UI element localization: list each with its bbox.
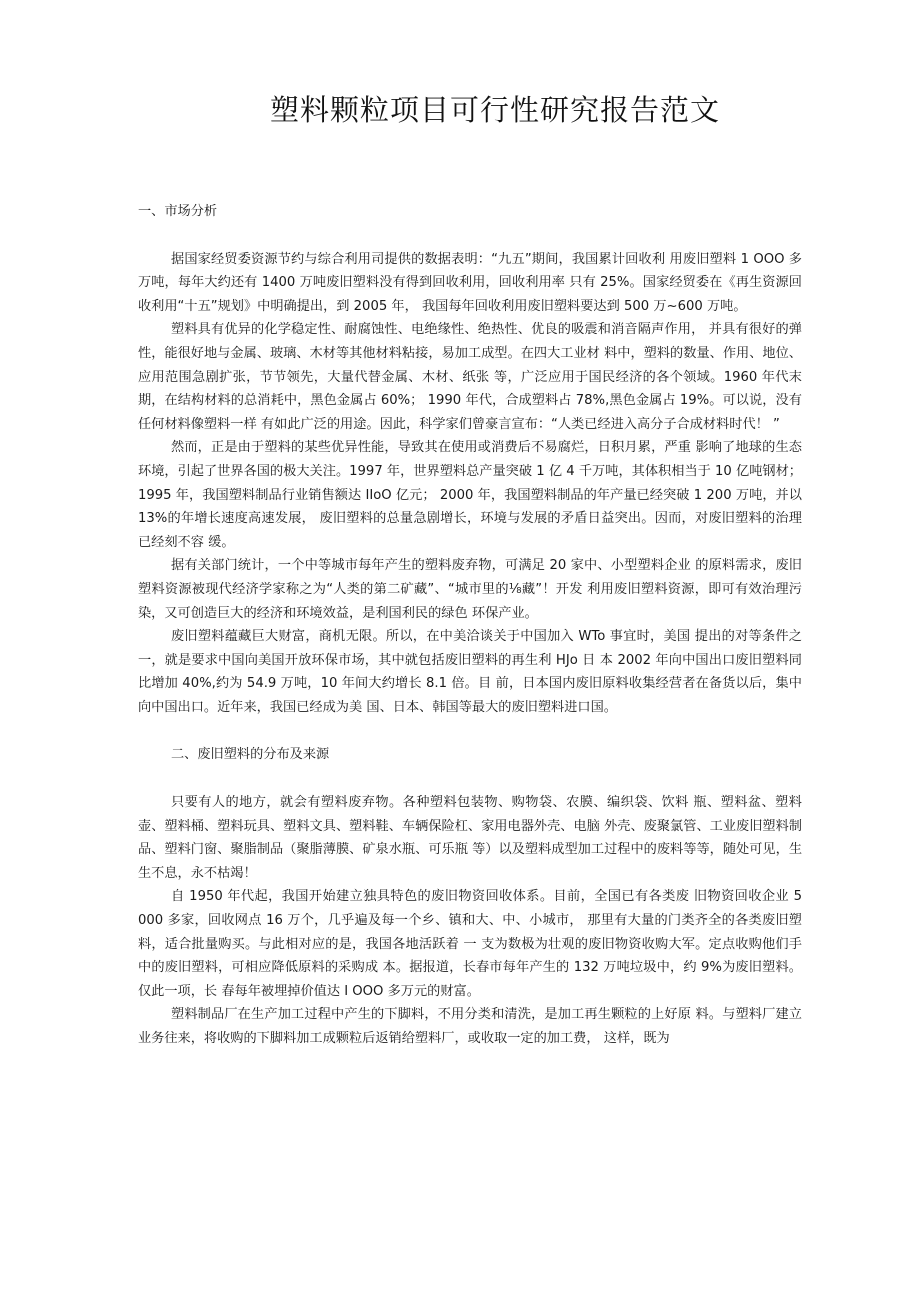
body-paragraph: 自 1950 年代起，我国开始建立独具特色的废旧物资回收体系。目前，全国已有各类废 旧物资回收企业 5 000 多家，回收网点 16 万个，几乎遍及每一个乡、镇和大、中、小城市， 那里有大量的门类齐全的各类废旧塑料，适合批量购买。与此相对应的是，我国各地活跃着 一 支为数极为壮观的废旧物资收购大军。定点收购他们手中的废旧塑料，可相应降低原料的采购成 本。据报道，长春市每年产生的 132 万吨垃圾中，约 9%为废旧塑料。仅此一项，长 春每年被埋掉价值达 I OOO 多万元的财富。	[138, 889, 802, 999]
body-paragraph: 塑料制品厂在生产加工过程中产生的下脚料，不用分类和清洗，是加工再生颗粒的上好原 料。与塑料厂建立业务往来，将收购的下脚料加工成颗粒后返销给塑料厂，或收取一定的加工费， 这样，既为	[138, 1007, 802, 1046]
body-paragraph: 只要有人的地方，就会有塑料废弃物。各种塑料包装物、购物袋、农膜、编织袋、饮料 瓶、塑料盆、塑料壶、塑料桶、塑料玩具、塑料文具、塑料鞋、车辆保险杠、家用电器外壳、电脑 外壳、废聚氯管、工业废旧塑料制品、塑料门窗、聚脂制品（聚脂薄膜、矿泉水瓶、可乐瓶 等）以及塑料成型加工过程中的废料等等，随处可见，生生不息，永不枯竭！	[138, 795, 802, 881]
section-heading: 一、市场分析	[138, 204, 218, 219]
body-paragraph: 据国家经贸委资源节约与综合利用司提供的数据表明：“九五”期间，我国累计回收利 用废旧塑料 1 OOO 多万吨，每年大约还有 1400 万吨废旧塑料没有得到回收利用，回收利用率 只有 25%。国家经贸委在《再生资源回收利用“十五”规划》中明确提出，到 2005 年， 我国每年回收利用废旧塑料要达到 500 万~600 万吨。	[138, 251, 802, 314]
body-paragraph: 塑料具有优异的化学稳定性、耐腐蚀性、电绝缘性、绝热性、优良的吸震和消音隔声作用， 并具有很好的弹性，能很好地与金属、玻璃、木材等其他材料粘接，易加工成型。在四大工业材 料中，塑料的数量、作用、地位、应用范围急剧扩张，节节领先，大量代替金属、木材、纸张 等，广泛应用于国民经济的各个领域。1960 年代末期，在结构材料的总消耗中，黑色金属占 60%； 1990 年代，合成塑料占 78%,黑色金属占 19%。可以说，没有任何材料像塑料一样 有如此广泛的用途。因此，科学家们曾豪言宣布：“人类已经进入高分子合成材料时代！ ”	[138, 322, 802, 432]
body-paragraph: 据有关部门统计，一个中等城市每年产生的塑料废弃物，可满足 20 家中、小型塑料企业 的原料需求，废旧塑料资源被现代经济学家称之为“人类的第二矿藏”、“城市里的⅛藏”！开发 利用废旧塑料资源，即可有效治理污染，又可创造巨大的经济和环境效益，是利国利民的绿色 环保产业。	[138, 558, 802, 621]
body-paragraph: 然而，正是由于塑料的某些优异性能，导致其在使用或消费后不易腐烂，日积月累，严重 影响了地球的生态环境，引起了世界各国的极大关注。1997 年，世界塑料总产量突破 1 亿 4 千万吨，其体积相当于 10 亿吨钢材；1995 年，我国塑料制品行业销售额达 IIoO 亿元； 2000 年，我国塑料制品的年产量已经突破 1 200 万吨，并以 13%的年增长速度高速发展， 废旧塑料的总量急剧增长，环境与发展的矛盾日益突出。因而，对废旧塑料的治理已经刻不容 缓。	[138, 440, 802, 550]
document-body	[138, 200, 802, 1051]
document-title: 塑料颗粒项目可行性研究报告范文	[269, 93, 720, 127]
section-market-analysis	[138, 200, 802, 719]
section-waste-plastic-sources	[138, 743, 802, 1050]
section-heading: 二、废旧塑料的分布及来源	[171, 747, 330, 763]
body-paragraph: 废旧塑料蕴藏巨大财富，商机无限。所以，在中美洽谈关于中国加入 WTo 事宜时，美国 提出的对等条件之一，就是要求中国向美国开放环保市场，其中就包括废旧塑料的再生利 HJo 日 本 2002 年向中国出口废旧塑料同比增加 40%,约为 54.9 万吨，10 年间大约增长 8.1 倍。目 前，日本国内废旧原料收集经营者在备货以后，集中向中国出口。近年来，我国已经成为美 国、日本、韩国等最大的废旧塑料进口国。	[138, 629, 802, 715]
